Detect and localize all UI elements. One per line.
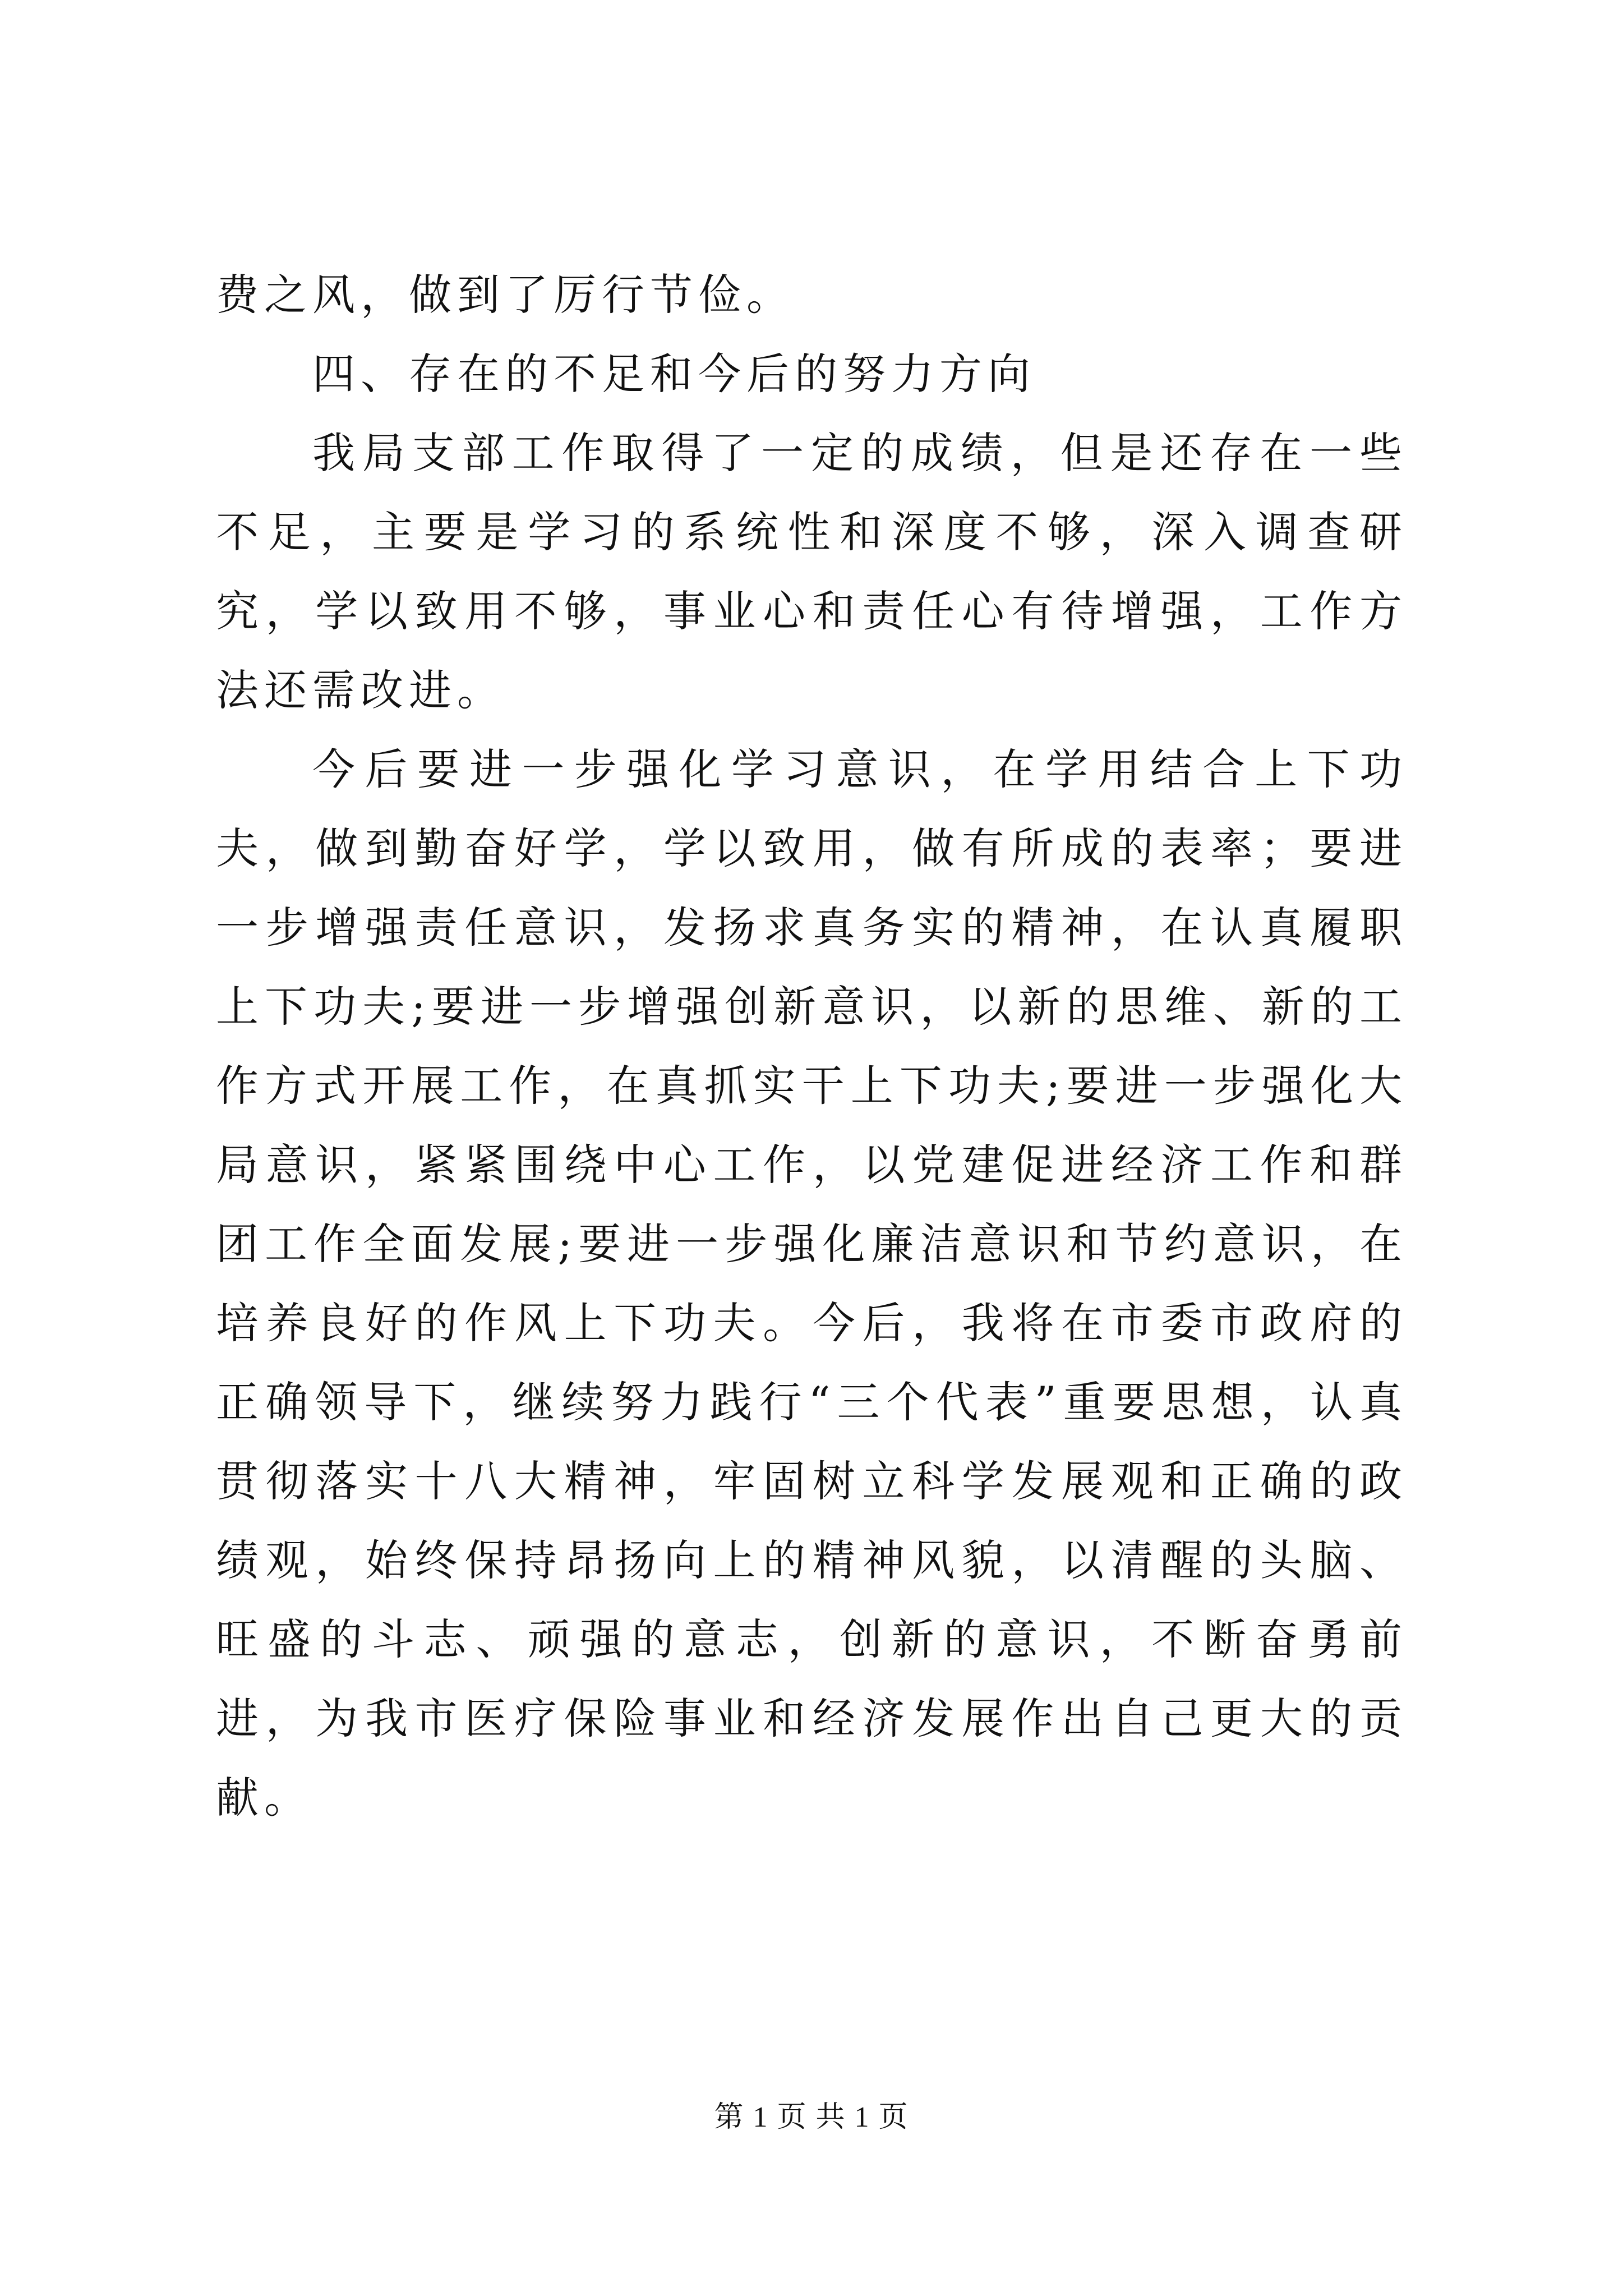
document-body <box>216 255 1408 1837</box>
page-footer: 第 1 页 共 1 页 <box>714 2101 909 2133</box>
paragraph-continuation: 费之风，做到了厉行节俭。 <box>216 270 795 320</box>
section-heading: 四、存在的不足和今后的努力方向 <box>312 349 1036 399</box>
paragraph-future-plans: 今后要进一步强化学习意识，在学用结合上下功夫，做到勤奋好学，学以致用，做有所成的表率；要进一步增强责任意识，发扬求真务实的精神，在认真履职上下功夫;要进一步增强创新意识，以新的思维、新的工作方式开展工作，在真抓实干上下功夫;要进一步强化大局意识，紧紧围绕中心工作，以党建促进经济工作和群团工作全面发展;要进一步强化廉洁意识和节约意识，在培养良好的作风上下功夫。今后，我将在市委市政府的正确领导下，继续努力践行“三个代表”重要思想，认真贯彻落实十八大精神，牢固树立科学发展观和正确的政绩观，始终保持昂扬向上的精神风貌，以清醒的头脑、旺盛的斗志、顽强的意志，创新的意识，不断奋勇前进，为我市医疗保险事业和经济发展作出自己更大的贡献。 <box>216 744 1408 1823</box>
paragraph-shortcomings: 我局支部工作取得了一定的成绩，但是还存在一些不足，主要是学习的系统性和深度不够，深入调查研究，学以致用不够，事业心和责任心有待增强，工作方法还需改进。 <box>216 428 1408 715</box>
